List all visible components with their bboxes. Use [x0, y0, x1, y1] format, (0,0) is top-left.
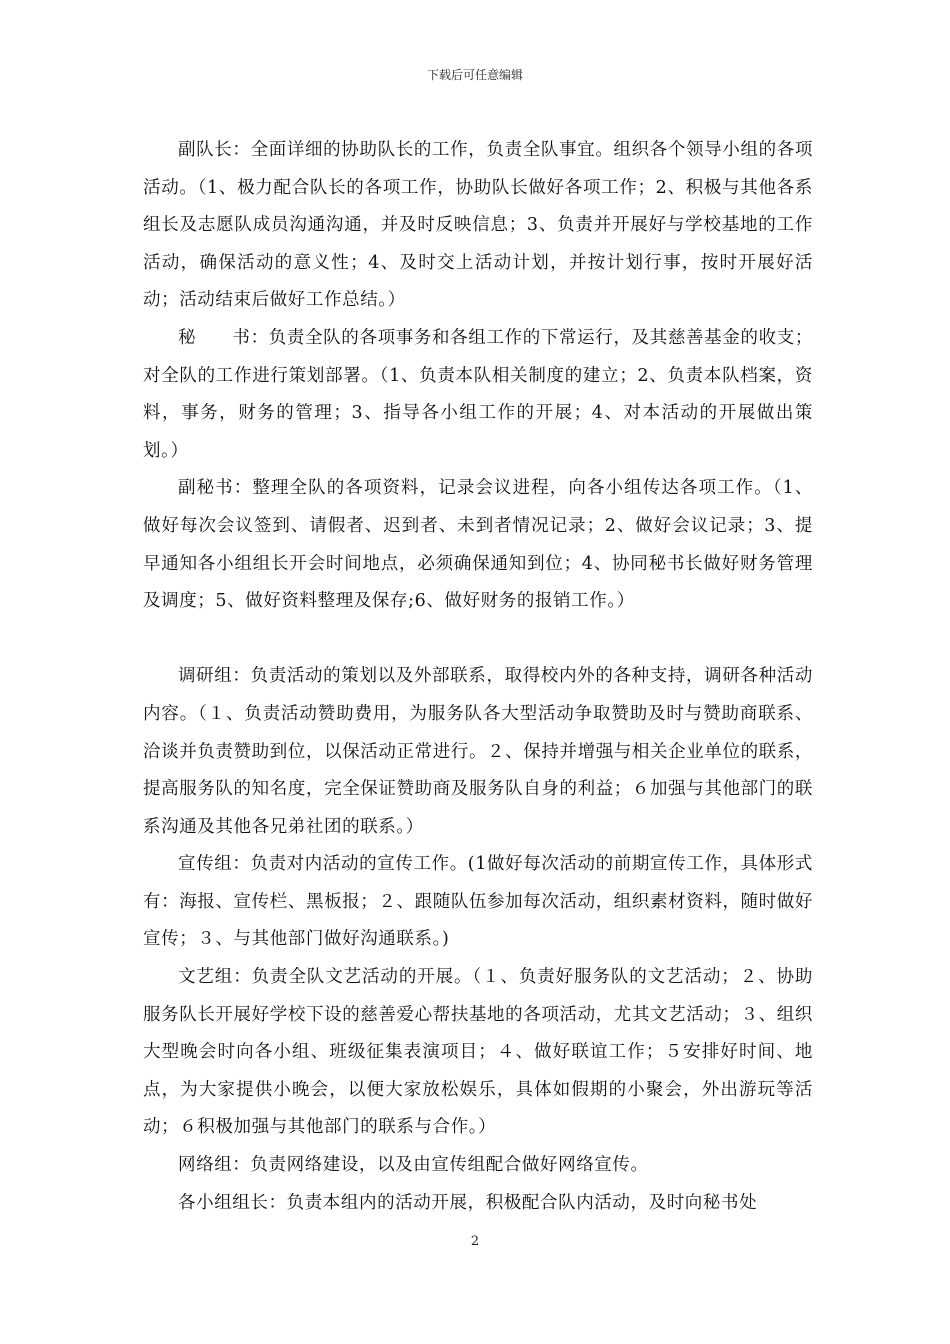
paragraph-publicity-group: 宣传组：负责对内活动的宣传工作。(1做好每次活动的前期宣传工作，具体形式有：海报、宣传栏、黑板报；２、跟随队伍参加每次活动，组织素材资料，随时做好宣传；３、与其他部门做好沟通联系。) — [143, 854, 813, 950]
paragraph-group-leaders: 各小组组长：负责本组内的活动开展，积极配合队内活动，及时向秘书处 — [178, 1192, 758, 1213]
paragraph-network-group: 网络组：负责网络建设，以及由宣传组配合做好网络宣传。 — [178, 1155, 649, 1176]
page-number: 2 — [470, 1234, 480, 1249]
paragraph-secretary: 秘 书：负责全队的各项事务和各组工作的下常运行，及其慈善基金的收支；对全队的工作进行策划部署。（1、负责本队相关制度的建立；2、负责本队档案，资料，事务，财务的管理；3、指导各小组工作的开展；4、对本活动的开展做出策划。） — [143, 327, 813, 461]
page-header: 下载后可任意编辑 — [426, 68, 523, 82]
paragraph-spacer — [143, 621, 813, 659]
paragraph-vice-captain: 副队长：全面详细的协助队长的工作，负责全队事宜。组织各个领导小组的各项活动。（1、极力配合队长的各项工作，协助队长做好各项工作；2、积极与其他各系组长及志愿队成员沟通沟通，并及时反映信息；3、负责并开展好与学校基地的工作活动，确保活动的意义性；4、及时交上活动计划，并按计划行事，按时开展好活动；活动结束后做好工作总结。） — [143, 140, 813, 311]
paragraph-arts-group: 文艺组：负责全队文艺活动的开展。（１、负责好服务队的文艺活动；２、协助服务队长开展好学校下设的慈善爱心帮扶基地的各项活动，尤其文艺活动；３、组织大型晚会时向各小组、班级征集表演项目；４、做好联谊工作；５安排好时间、地点，为大家提供小晚会，以便大家放松娱乐，具体如假期的小聚会，外出游玩等活动；６积极加强与其他部门的联系与合作。） — [143, 967, 813, 1138]
paragraph-research-group: 调研组：负责活动的策划以及外部联系，取得校内外的各种支持，调研各种活动内容。（１、负责活动赞助费用，为服务队各大型活动争取赞助及时与赞助商联系、洽谈并负责赞助到位，以保活动正常进行。２、保持并增强与相关企业单位的联系，提高服务队的知名度，完全保证赞助商及服务队自身的利益；６加强与其他部门的联系沟通及其他各兄弟社团的联系。） — [143, 666, 813, 837]
paragraph-deputy-secretary: 副秘书：整理全队的各项资料，记录会议进程，向各小组传达各项工作。（1、做好每次会议签到、请假者、迟到者、未到者情况记录；2、做好会议记录；3、提早通知各小组组长开会时间地点，必须确保通知到位；4、协同秘书长做好财务管理及调度；5、做好资料整理及保存;6、做好财务的报销工作。） — [143, 478, 813, 612]
document-body — [143, 132, 813, 1222]
